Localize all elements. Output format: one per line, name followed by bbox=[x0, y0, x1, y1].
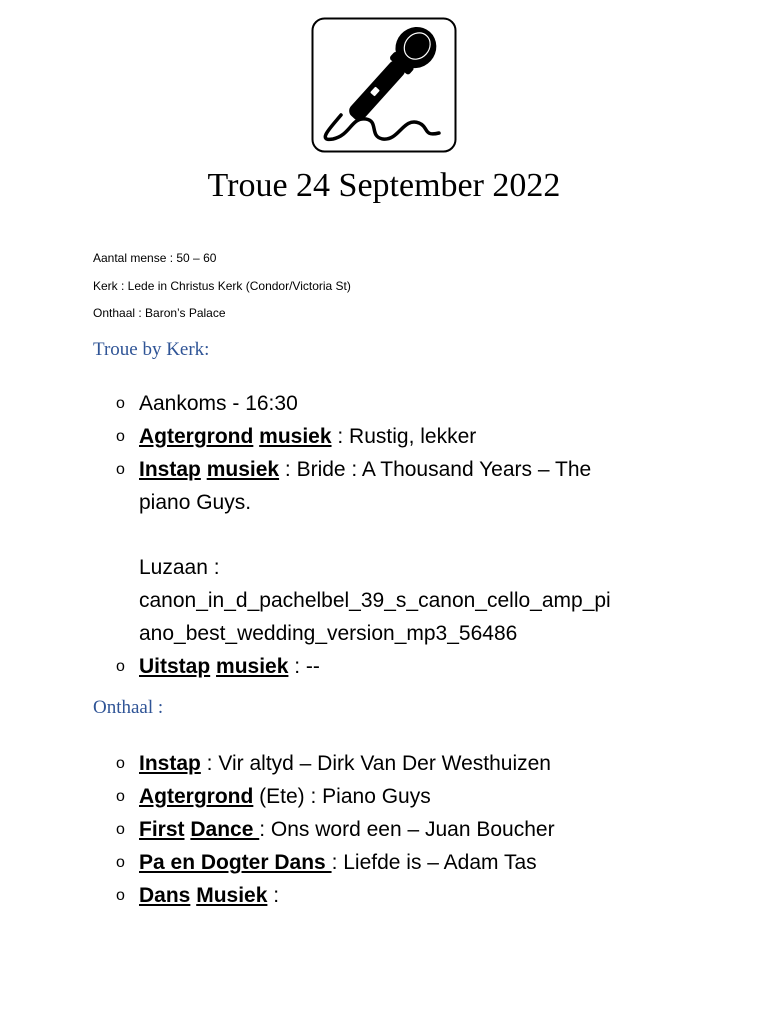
bullet-circle-icon: o bbox=[116, 461, 125, 478]
item-keyword: Dans bbox=[139, 884, 191, 907]
list-item bbox=[0, 780, 768, 813]
item-keyword: Instap bbox=[139, 458, 201, 481]
item-keyword: Uitstap bbox=[139, 655, 211, 678]
bullet-circle-icon: o bbox=[116, 788, 125, 805]
list-item bbox=[0, 879, 768, 912]
item-keyword: Pa en Dogter Dans bbox=[139, 851, 332, 874]
bullet-circle-icon: o bbox=[116, 395, 125, 412]
reception-music-list bbox=[0, 747, 768, 912]
item-text: : bbox=[267, 884, 280, 907]
item-text: (Ete) : Piano Guys bbox=[253, 785, 431, 808]
item-text: : Liefde is – Adam Tas bbox=[331, 851, 537, 874]
list-item bbox=[0, 387, 768, 420]
item-keyword: First bbox=[139, 818, 185, 841]
info-line-church: Kerk : Lede in Christus Kerk (Condor/Victoria St) bbox=[93, 279, 351, 293]
item-continuation: canon_in_d_pachelbel_39_s_canon_cello_amp_pi bbox=[139, 589, 611, 612]
item-text: : Bride : A Thousand Years – The bbox=[279, 458, 592, 481]
list-item bbox=[0, 420, 768, 453]
document-title: Troue 24 September 2022 bbox=[207, 167, 561, 204]
list-item bbox=[0, 453, 768, 650]
bullet-circle-icon: o bbox=[116, 658, 125, 675]
list-item bbox=[0, 747, 768, 780]
bullet-circle-icon: o bbox=[116, 854, 125, 871]
item-keyword: Agtergrond bbox=[139, 785, 254, 808]
item-continuation: Luzaan : bbox=[139, 556, 220, 579]
item-continuation: ano_best_wedding_version_mp3_56486 bbox=[139, 622, 518, 645]
section-heading-reception: Onthaal : bbox=[93, 697, 164, 718]
microphone-logo bbox=[311, 17, 457, 153]
list-item bbox=[0, 650, 768, 683]
item-text: : Ons word een – Juan Boucher bbox=[259, 818, 555, 841]
item-blank-line bbox=[139, 519, 768, 551]
microphone-icon bbox=[311, 17, 457, 153]
list-item bbox=[0, 813, 768, 846]
item-continuation: piano Guys. bbox=[139, 491, 252, 514]
bullet-circle-icon: o bbox=[116, 755, 125, 772]
item-keyword: Instap bbox=[139, 752, 201, 775]
item-text: : -- bbox=[288, 655, 320, 678]
list-item bbox=[0, 846, 768, 879]
item-keyword: musiek bbox=[216, 655, 289, 678]
church-music-list bbox=[0, 387, 768, 683]
bullet-circle-icon: o bbox=[116, 821, 125, 838]
item-keyword: Musiek bbox=[196, 884, 268, 907]
item-text: : Vir altyd – Dirk Van Der Westhuizen bbox=[200, 752, 551, 775]
bullet-circle-icon: o bbox=[116, 428, 125, 445]
section-heading-church: Troue by Kerk: bbox=[93, 339, 210, 360]
bullet-circle-icon: o bbox=[116, 887, 125, 904]
item-keyword: musiek bbox=[259, 425, 332, 448]
info-line-reception: Onthaal : Baron’s Palace bbox=[93, 306, 226, 320]
item-text: Aankoms - 16:30 bbox=[139, 392, 298, 415]
item-keyword: Agtergrond bbox=[139, 425, 254, 448]
item-keyword: musiek bbox=[206, 458, 280, 481]
info-line-guests: Aantal mense : 50 – 60 bbox=[93, 251, 217, 265]
item-text: : Rustig, lekker bbox=[331, 425, 477, 448]
item-keyword: Dance bbox=[190, 818, 260, 841]
